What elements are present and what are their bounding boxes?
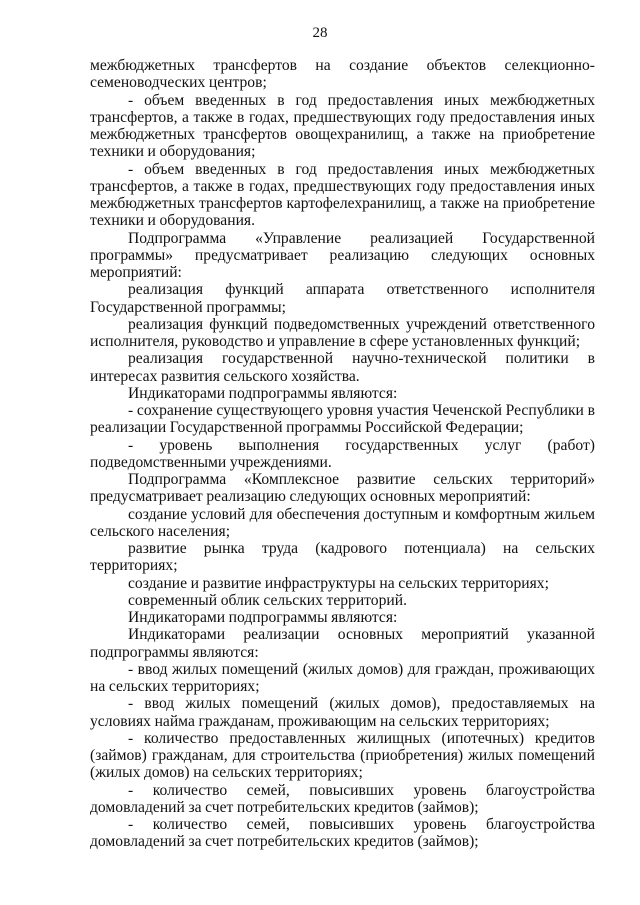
paragraph: реализация государственной научно-технической политики в интересах развития сельского хозяйства. bbox=[90, 350, 595, 385]
paragraph: реализация функций подведомственных учреждений ответственного исполнителя, руководство и управление в сфере установленных функций; bbox=[90, 315, 595, 350]
paragraph: Индикаторами реализации основных мероприятий указанной подпрограммы являются: bbox=[90, 626, 595, 661]
document-body bbox=[90, 57, 595, 851]
paragraph: - ввод жилых помещений (жилых домов) для граждан, проживающих на сельских территориях; bbox=[90, 660, 595, 695]
paragraph: - количество семей, повысивших уровень благоустройства домовладений за счет потребительских кредитов (займов); bbox=[90, 781, 595, 816]
paragraph: реализация функций аппарата ответственного исполнителя Государственной программы; bbox=[90, 281, 595, 316]
paragraph: Подпрограмма «Комплексное развитие сельских территорий» предусматривает реализацию следующих основных мероприятий: bbox=[90, 471, 595, 506]
paragraph: современный облик сельских территорий. bbox=[128, 591, 407, 609]
paragraph: - сохранение существующего уровня участия Чеченской Республики в реализации Государственной программы Российской Федерации; bbox=[90, 402, 595, 437]
paragraph: создание и развитие инфраструктуры на сельских территориях; bbox=[128, 574, 549, 592]
paragraph: - количество семей, повысивших уровень благоустройства домовладений за счет потребительских кредитов (займов); bbox=[90, 816, 595, 851]
page-number: 28 bbox=[312, 25, 328, 41]
paragraph: - объем введенных в год предоставления иных межбюджетных трансфертов, а также в годах, предшествующих году предоставления иных межбюджетных трансфертов картофелехранилищ, а также на приобретение техники и оборудования. bbox=[90, 160, 595, 230]
paragraph: Индикаторами подпрограммы являются: bbox=[128, 609, 398, 626]
paragraph: - ввод жилых помещений (жилых домов), предоставляемых на условиях найма гражданам, проживающим на сельских территориях; bbox=[90, 695, 595, 730]
paragraph: - количество предоставленных жилищных (ипотечных) кредитов (займов) гражданам, для строительства (приобретения) жилых помещений (жилых домов) на сельских территориях; bbox=[90, 729, 595, 782]
paragraph: Подпрограмма «Управление реализацией Государственной программы» предусматривает реализацию следующих основных мероприятий: bbox=[90, 229, 595, 281]
paragraph: развитие рынка труда (кадрового потенциала) на сельских территориях; bbox=[90, 540, 595, 575]
paragraph: - уровень выполнения государственных услуг (работ) подведомственными учреждениями. bbox=[90, 436, 595, 471]
paragraph: межбюджетных трансфертов на создание объектов селекционно-семеноводческих центров; bbox=[90, 57, 595, 92]
paragraph: - объем введенных в год предоставления иных межбюджетных трансфертов, а также в годах, предшествующих году предоставления иных межбюджетных трансфертов овощехранилищ, а также на приобретение техники и оборудования; bbox=[90, 91, 595, 161]
paragraph: Индикаторами подпрограммы являются: bbox=[128, 384, 398, 402]
paragraph: создание условий для обеспечения доступным и комфортным жильем сельского населения; bbox=[90, 505, 595, 540]
